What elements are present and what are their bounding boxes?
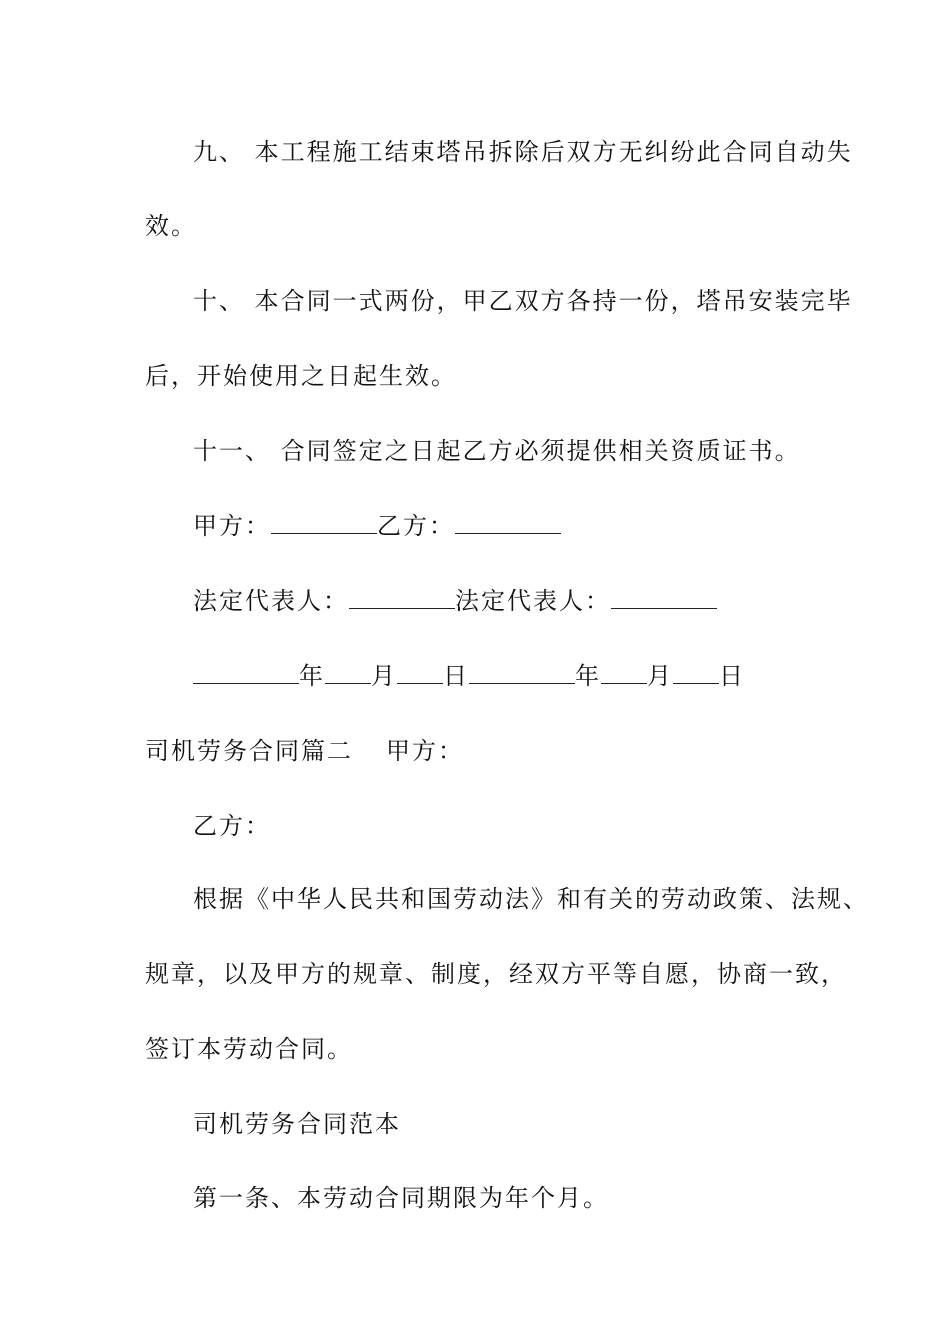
section-2-party-b: 乙方：	[193, 812, 271, 840]
year-a-blank	[193, 661, 299, 684]
day-a-label: 日	[443, 662, 469, 690]
day-b-label: 日	[719, 662, 745, 690]
month-a-label: 月	[371, 662, 397, 690]
party-a-label: 甲方：	[193, 512, 271, 540]
date-row	[193, 661, 745, 691]
item-9-line-2: 效。	[145, 212, 197, 240]
party-signature-row	[193, 511, 561, 541]
month-b-blank	[601, 661, 647, 684]
intro-line-3: 签订本劳动合同。	[145, 1035, 353, 1063]
legal-rep-b-blank	[611, 586, 717, 609]
legal-rep-b-label: 法定代表人：	[455, 587, 611, 615]
intro-line-1: 根据《中华人民共和国劳动法》和有关的劳动政策、法规、	[193, 885, 869, 913]
legal-rep-a-label: 法定代表人：	[193, 587, 349, 615]
month-a-blank	[325, 661, 371, 684]
item-10-line-1: 十、 本合同一式两份，甲乙双方各持一份，塔吊安装完毕	[193, 287, 853, 315]
party-b-label: 乙方：	[377, 512, 455, 540]
article-1: 第一条、本劳动合同期限为年个月。	[193, 1184, 609, 1212]
year-a-label: 年	[299, 662, 325, 690]
item-11: 十一、 合同签定之日起乙方必须提供相关资质证书。	[193, 437, 801, 465]
template-title: 司机劳务合同范本	[193, 1110, 401, 1138]
legal-rep-a-blank	[349, 586, 455, 609]
intro-line-2: 规章，以及甲方的规章、制度，经双方平等自愿，协商一致，	[145, 960, 847, 988]
legal-rep-row	[193, 586, 717, 616]
section-2-party-a: 甲方：	[386, 737, 464, 765]
party-a-blank	[271, 511, 377, 534]
party-b-blank	[455, 511, 561, 534]
day-a-blank	[397, 661, 443, 684]
section-2-title: 司机劳务合同篇二	[145, 737, 353, 765]
month-b-label: 月	[647, 662, 673, 690]
day-b-blank	[673, 661, 719, 684]
year-b-blank	[469, 661, 575, 684]
year-b-label: 年	[575, 662, 601, 690]
item-10-line-2: 后，开始使用之日起生效。	[145, 362, 457, 390]
item-9-line-1: 九、 本工程施工结束塔吊拆除后双方无纠纷此合同自动失	[193, 138, 853, 166]
